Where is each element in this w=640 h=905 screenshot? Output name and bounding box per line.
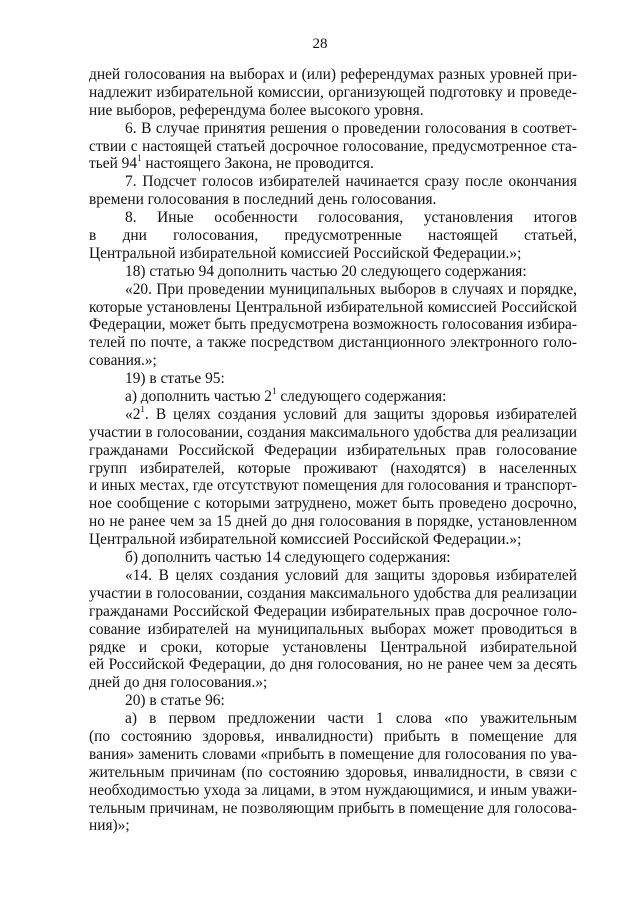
text-line: групп избирателей, которые проживают (находятся) в населенных (89, 459, 577, 477)
document-body (89, 66, 577, 835)
text-line: дней до дня голосования.»; (89, 674, 268, 692)
text-segment: а) дополнить частью 2 (125, 388, 272, 406)
text-line: тельным причинам, не позволяющим прибыть в помещение для голосова- (89, 799, 577, 817)
text-line: которые установлены Центральной избирательной комиссией Российской (89, 298, 577, 316)
text-line: 6. В случае принятия решения о проведении голосования в соответ- (125, 119, 577, 137)
text-line: а) в первом предложении части 1 слова «по уважительным (125, 710, 577, 728)
text-line: 18) статью 94 дополнить частью 20 следующего содержания: (125, 262, 527, 280)
text-line: ние выборов, референдума более высокого уровня. (89, 101, 424, 119)
text-line: вания» заменить словами «прибыть в помещение для голосования по ува- (89, 745, 577, 763)
text-line: жительным причинам (по состоянию здоровья, инвалидности, в связи с (89, 763, 577, 781)
text-line: Федерации, может быть предусмотрена возможность голосования избира- (89, 316, 577, 334)
text-line: 20) в статье 96: (125, 692, 225, 710)
text-line: времени голосования в последний день голосования. (89, 191, 437, 209)
text-line: гражданами Российской Федерации избирательных прав голосование (89, 441, 577, 459)
superscript: 1 (137, 153, 142, 164)
text-line: б) дополнить частью 14 следующего содержания: (125, 549, 451, 567)
text-line: (по состоянию здоровья, инвалидности) прибыть в помещение для (89, 727, 577, 745)
text-line: сование избирателей на муниципальных выборах может проводиться в (89, 620, 577, 638)
text-line: «20. При проведении муниципальных выборов в случаях и порядке, (125, 280, 577, 298)
text-line: 8. Иные особенности голосования, установления итогов (125, 209, 577, 227)
text-segment: настоящего Закона, не проводится. (141, 155, 374, 173)
text-segment: тьей 94 (89, 155, 138, 173)
superscript: 1 (272, 385, 277, 396)
text-line: надлежит избирательной комиссии, организующей подготовку и проведе- (89, 83, 577, 101)
text-line: Центральной избирательной комиссией Российской Федерации.»; (89, 531, 522, 549)
text-segment: «2 (125, 405, 141, 423)
page-number: 28 (312, 36, 328, 52)
text-line: 7. Подсчет голосов избирателей начинается сразу после окончания (125, 173, 577, 191)
text-line: телей по почте, а также посредством дистанционного электронного голо- (89, 334, 577, 352)
text-segment: . В целях создания условий для защиты здоровья избирателей (144, 405, 577, 423)
text-line: Центральной избирательной комиссией Российской Федерации.»; (89, 244, 522, 262)
superscript: 1 (140, 405, 145, 414)
text-line: необходимостью ухода за лицами, в этом нуждающимися, и иным уважи- (89, 781, 577, 799)
text-line: в дни голосования, предусмотренные настоящей статьей, (89, 227, 577, 245)
text-line: гражданами Российской Федерации избирательных прав досрочное голо- (89, 602, 577, 620)
text-line: ей Российской Федерации, до дня голосования, но не ранее чем за десять (89, 656, 577, 674)
text-line: и иных местах, где отсутствуют помещения для голосования и транспорт- (89, 477, 577, 495)
text-line (89, 155, 577, 173)
text-line: но не ранее чем за 15 дней до дня голосования в порядке, установленном (89, 513, 577, 531)
text-line: дней голосования на выборах и (или) референдумах разных уровней при- (89, 66, 577, 83)
text-line: 19) в статье 95: (125, 370, 225, 388)
text-segment: следующего содержания: (276, 388, 447, 406)
text-line (89, 385, 577, 406)
text-line: рядке и сроки, которые установлены Центральной избирательной (89, 638, 577, 656)
text-line: участии в голосовании, создания максимального удобства для реализации (89, 423, 577, 441)
text-line (89, 406, 577, 424)
text-line: ствии с настоящей статьей досрочное голосование, предусмотренное ста- (89, 137, 577, 155)
text-line: ное сообщение с которыми затруднено, может быть проведено досрочно, (89, 495, 577, 513)
text-line: участии в голосовании, создания максимального удобства для реализации (89, 584, 577, 602)
text-line: ния)»; (89, 817, 130, 835)
text-line: «14. В целях создания условий для защиты здоровья избирателей (125, 566, 577, 584)
text-line: сования.»; (89, 352, 157, 370)
